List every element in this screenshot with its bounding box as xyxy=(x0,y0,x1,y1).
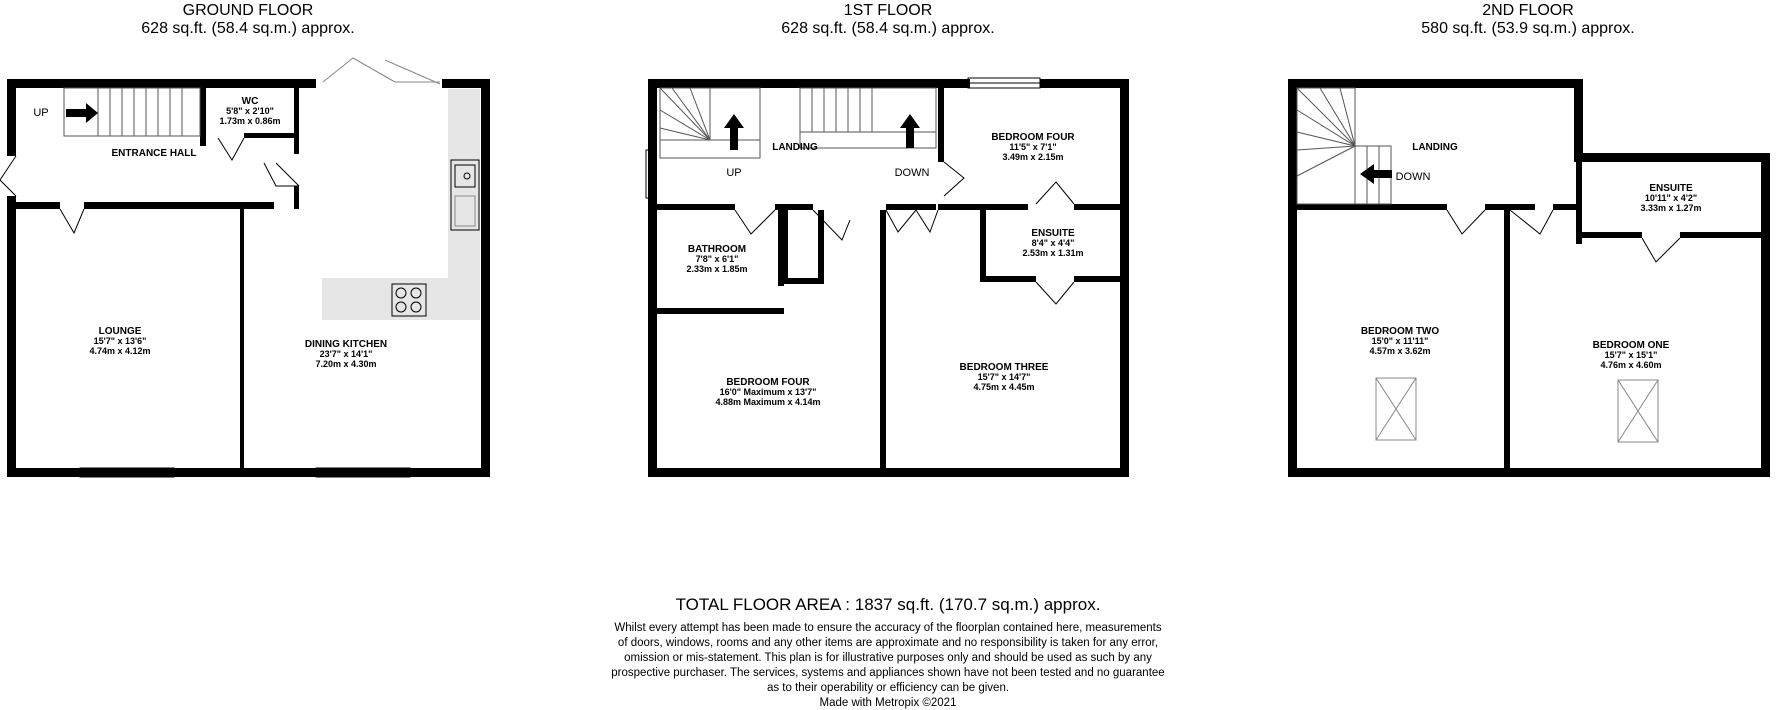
svg-text:ENSUITE: ENSUITE xyxy=(1649,183,1693,194)
svg-text:BEDROOM TWO: BEDROOM TWO xyxy=(1360,326,1440,337)
svg-text:1ST FLOOR: 1ST FLOOR xyxy=(843,2,933,19)
svg-text:4.75m x 4.45m: 4.75m x 4.45m xyxy=(973,382,1035,392)
svg-text:GROUND FLOOR: GROUND FLOOR xyxy=(182,2,314,19)
second-floor-header xyxy=(1421,2,1634,37)
down-label: DOWN xyxy=(894,167,930,179)
first-floor-header xyxy=(781,2,994,37)
svg-text:7'8" x 6'1": 7'8" x 6'1" xyxy=(695,254,739,264)
second-floor-plan xyxy=(1288,79,1770,477)
credit: Made with Metropix ©2021 xyxy=(819,697,957,709)
svg-text:15'7" x 14'7": 15'7" x 14'7" xyxy=(977,372,1031,382)
svg-text:15'0" x 11'11": 15'0" x 11'11" xyxy=(1371,336,1429,346)
svg-text:4.57m x 3.62m: 4.57m x 3.62m xyxy=(1369,346,1431,356)
down-arrow-icon xyxy=(1360,164,1392,184)
disclaimer xyxy=(611,622,1164,694)
svg-text:as to their operability or eff: as to their operability or efficiency can be given. xyxy=(766,682,1010,694)
svg-text:LANDING: LANDING xyxy=(772,142,818,153)
svg-text:omission or mis-statement. Thi: omission or mis-statement. This plan is for illustrative purposes only and should be used as such by any xyxy=(624,652,1152,664)
svg-text:15'7" x 13'6": 15'7" x 13'6" xyxy=(93,336,147,346)
first-floor-plan xyxy=(646,78,1129,477)
total-floor-area: TOTAL FLOOR AREA : 1837 sq.ft. (170.7 sq.m.) approx. xyxy=(675,595,1101,614)
svg-text:10'11" x 4'2": 10'11" x 4'2" xyxy=(1644,193,1698,203)
down-label: DOWN xyxy=(1395,171,1431,183)
down-arrow-icon xyxy=(900,114,920,148)
svg-text:4.88m Maximum x 4.14m: 4.88m Maximum x 4.14m xyxy=(715,397,821,407)
svg-text:2.33m x 1.85m: 2.33m x 1.85m xyxy=(686,264,748,274)
svg-text:1.73m x 0.86m: 1.73m x 0.86m xyxy=(219,116,281,126)
svg-text:2.53m x 1.31m: 2.53m x 1.31m xyxy=(1022,248,1084,258)
svg-text:7.20m x 4.30m: 7.20m x 4.30m xyxy=(315,359,377,369)
svg-text:8'4" x 4'4": 8'4" x 4'4" xyxy=(1031,238,1075,248)
svg-text:3.49m x 2.15m: 3.49m x 2.15m xyxy=(1002,152,1064,162)
svg-text:ENTRANCE HALL: ENTRANCE HALL xyxy=(111,148,197,159)
second-floor-stairs xyxy=(1297,88,1392,204)
ground-floor-plan xyxy=(0,58,490,477)
ground-stairs xyxy=(64,88,200,136)
up-label: UP xyxy=(33,107,49,119)
rooflight-icon xyxy=(1618,380,1658,442)
svg-text:BEDROOM FOUR: BEDROOM FOUR xyxy=(726,377,810,388)
svg-text:15'7" x 15'1": 15'7" x 15'1" xyxy=(1604,350,1658,360)
svg-text:11'5" x 7'1": 11'5" x 7'1" xyxy=(1009,142,1057,152)
svg-text:16'0" Maximum x 13'7": 16'0" Maximum x 13'7" xyxy=(719,387,817,397)
svg-text:WC: WC xyxy=(241,96,259,107)
up-label: UP xyxy=(726,167,742,179)
svg-text:LOUNGE: LOUNGE xyxy=(98,326,142,337)
svg-text:ENSUITE: ENSUITE xyxy=(1031,228,1075,239)
svg-text:2ND FLOOR: 2ND FLOOR xyxy=(1482,2,1574,19)
rooflight-icon xyxy=(1376,378,1416,440)
svg-text:628 sq.ft. (58.4 sq.m.) approx: 628 sq.ft. (58.4 sq.m.) approx. xyxy=(781,20,995,37)
svg-text:5'8" x 2'10": 5'8" x 2'10" xyxy=(226,106,274,116)
svg-text:of doors, windows, rooms and a: of doors, windows, rooms and any other items are approximate and no responsibility is taken for any error, xyxy=(617,637,1159,649)
svg-text:628 sq.ft. (58.4 sq.m.) approx: 628 sq.ft. (58.4 sq.m.) approx. xyxy=(141,20,355,37)
svg-text:3.33m x 1.27m: 3.33m x 1.27m xyxy=(1640,203,1702,213)
svg-text:DINING KITCHEN: DINING KITCHEN xyxy=(304,339,388,350)
svg-text:4.74m x 4.12m: 4.74m x 4.12m xyxy=(89,346,151,356)
ground-floor-header xyxy=(141,2,354,37)
svg-text:23'7" x 14'1": 23'7" x 14'1" xyxy=(319,349,373,359)
svg-text:prospective purchaser. The ser: prospective purchaser. The services, systems and appliances shown have not been tested and no guarantee xyxy=(611,667,1165,679)
stair-direction-arrow-icon xyxy=(66,103,98,123)
svg-text:LANDING: LANDING xyxy=(1412,142,1458,153)
up-arrow-icon xyxy=(724,114,744,150)
svg-text:4.76m x 4.60m: 4.76m x 4.60m xyxy=(1600,360,1662,370)
svg-text:BEDROOM THREE: BEDROOM THREE xyxy=(959,362,1049,373)
svg-text:BEDROOM FOUR: BEDROOM FOUR xyxy=(991,132,1075,143)
svg-text:BATHROOM: BATHROOM xyxy=(687,244,747,255)
svg-text:580 sq.ft. (53.9 sq.m.) approx: 580 sq.ft. (53.9 sq.m.) approx. xyxy=(1421,20,1635,37)
svg-text:Whilst every attempt has been: Whilst every attempt has been made to ensure the accuracy of the floorplan contained here, measurements xyxy=(614,622,1162,634)
svg-text:BEDROOM ONE: BEDROOM ONE xyxy=(1592,340,1670,351)
